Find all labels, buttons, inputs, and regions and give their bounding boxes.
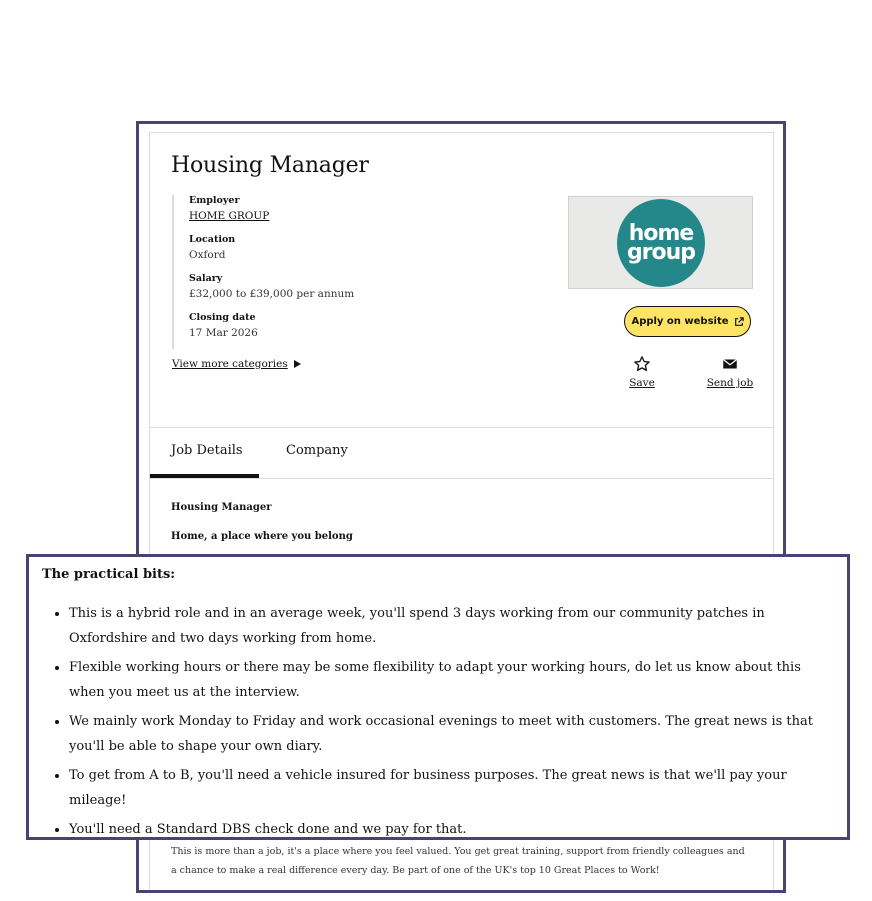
location-label: Location	[189, 234, 236, 245]
employer-link[interactable]: HOME GROUP	[189, 210, 270, 222]
salary-value: £32,000 to £39,000 per annum	[189, 288, 355, 300]
list-item: • Flexible working hours or there may be some flexibility to adapt your working hours, do let us know about this when you meet us at the interview.	[69, 655, 839, 705]
apply-label: Apply on website	[631, 316, 729, 327]
closing-date-value: 17 Mar 2026	[189, 327, 258, 339]
apply-on-website-button[interactable]	[624, 306, 751, 337]
star-icon	[633, 355, 651, 373]
home-group-logo	[617, 199, 705, 287]
employer-label: Employer	[189, 195, 240, 206]
list-item: • This is a hybrid role and in an average week, you'll spend 3 days working from our community patches in Oxfordshire and two days working from home.	[69, 601, 839, 651]
closing-date-label: Closing date	[189, 312, 256, 323]
practical-bits-callout	[26, 554, 850, 840]
send-job-label: Send job	[706, 377, 754, 389]
triangle-right-icon	[294, 360, 301, 368]
tab-job-details[interactable]: Job Details	[171, 443, 243, 458]
logo-text-line2: group	[626, 240, 696, 265]
job-title: Housing Manager	[171, 153, 369, 178]
list-item: • To get from A to B, you'll need a vehicle insured for business purposes. The great news is that we'll pay your mileage!	[69, 763, 839, 813]
save-button[interactable]	[626, 355, 658, 389]
details-footer-paragraph: This is more than a job, it's a place where you feel valued. You get great training, support from friendly colleagues and a chance to make a real difference every day. Be part of one of the UK's top 10 Great Places to Work!	[171, 846, 745, 876]
employer-logo	[568, 196, 753, 289]
practical-heading: The practical bits:	[42, 567, 176, 582]
location-value: Oxford	[189, 249, 226, 261]
send-job-button[interactable]	[705, 355, 755, 389]
list-item: • You'll need a Standard DBS check done and we pay for that.	[69, 817, 839, 842]
practical-list	[43, 601, 839, 846]
envelope-icon	[721, 355, 739, 373]
details-heading: Housing Manager	[171, 502, 272, 513]
view-more-label: View more categories	[172, 358, 288, 370]
divider	[150, 427, 773, 428]
details-subheading: Home, a place where you belong	[171, 531, 353, 542]
external-link-icon	[734, 317, 744, 327]
save-label: Save	[629, 377, 655, 389]
list-item: • We mainly work Monday to Friday and work occasional evenings to meet with customers. The great news is that you'll be able to shape your own diary.	[69, 709, 839, 759]
logo-text-line1: home	[628, 221, 694, 246]
divider	[150, 478, 773, 479]
tab-company[interactable]: Company	[286, 443, 348, 458]
salary-label: Salary	[189, 273, 223, 284]
job-meta	[172, 195, 429, 349]
view-more-categories[interactable]	[172, 358, 301, 370]
